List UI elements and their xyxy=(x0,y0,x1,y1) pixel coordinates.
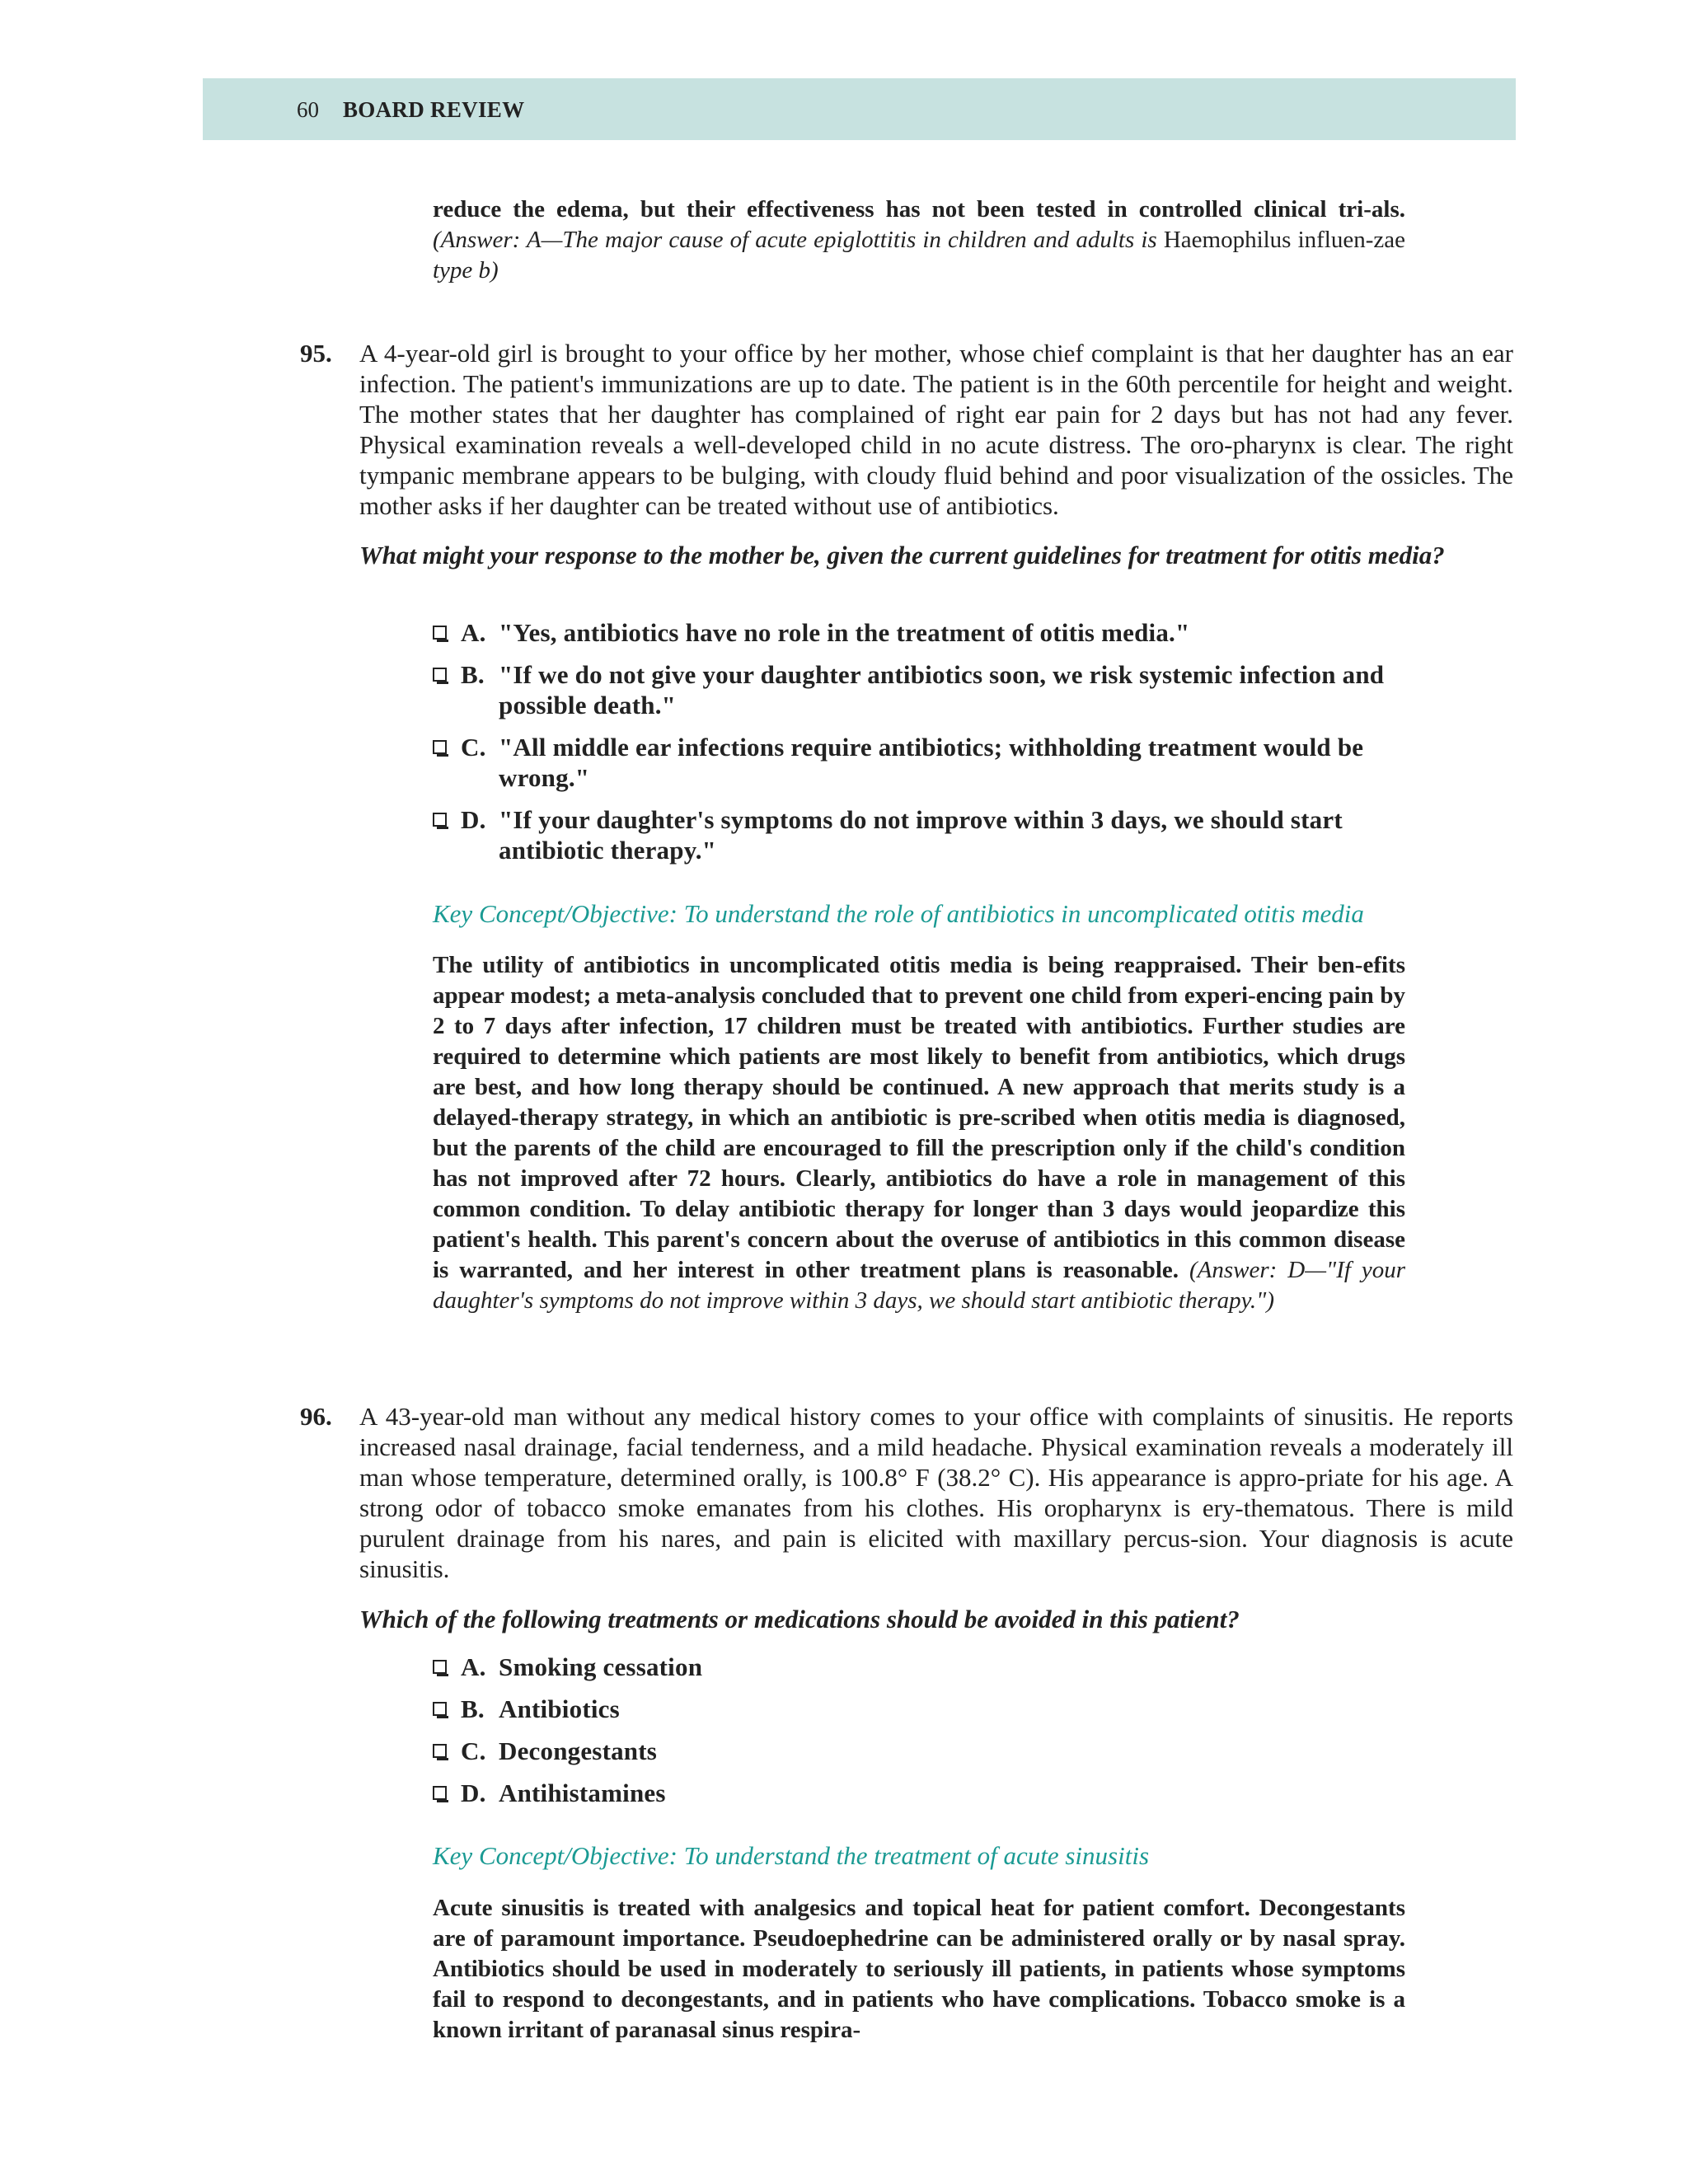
option-text: Antihistamines xyxy=(499,1779,666,1807)
explanation-text: The utility of antibiotics in uncomplicated otitis media is being reappraised. Their ben-efits appear modest; a meta-analysis concluded that to prevent one child from experi-encing pain by 2 to 7 days after infection, 17 children must be treated with antibiotics. Further studies are required to determine which patients are most likely to benefit from antibiotics, which drugs are best, and how long therapy should be continued. A new approach that merits study is a delayed-therapy strategy, in which an antibiotic is pre-scribed when otitis media is diagnosed, but the parents of the child are encouraged to fill the prescription only if the child's condition has not improved after 72 hours. Clearly, antibiotics do have a role in management of this common condition. To delay antibiotic therapy for longer than 3 days would jeopardize this patient's health. This parent's concern about the overuse of antibiotics in this common disease is warranted, and her interest in other treatment plans is reasonable. xyxy=(433,952,1405,1283)
option-text: Antibiotics xyxy=(499,1694,620,1723)
answer-option-c[interactable] xyxy=(431,732,1420,793)
option-letter: D. xyxy=(461,805,486,834)
explanation xyxy=(433,1893,1405,2046)
option-letter: D. xyxy=(461,1779,486,1807)
previous-answer-carryover xyxy=(433,194,1405,286)
checkbox-icon[interactable] xyxy=(433,813,447,827)
option-text: "If we do not give your daughter antibiotics soon, we risk systemic infection and possible death." xyxy=(499,660,1385,719)
checkbox-icon[interactable] xyxy=(433,740,447,754)
question-stem: A 4-year-old girl is brought to your office by her mother, whose chief complaint is that her daughter has an ear infection. The patient's immunizations are up to date. The patient is in the 60th percentile for height and weight. The mother states that her daughter has complained of right ear pain for 2 days but has not had any fever. Physical examination reveals a well-developed child in no acute distress. The oro-pharynx is clear. The right tympanic membrane appears to be bulging, with cloudy fluid behind and poor visualization of the ossicles. The mother asks if her daughter can be treated without use of antibiotics. xyxy=(359,339,1513,520)
carryover-answer-end: type b) xyxy=(433,257,499,284)
answer-options xyxy=(431,1652,1420,1820)
option-text: "Yes, antibiotics have no role in the treatment of otitis media." xyxy=(499,618,1190,647)
answer-option-d[interactable] xyxy=(431,1778,1420,1808)
question-prompt: Which of the following treatments or medications should be avoided in this patient? xyxy=(359,1605,1240,1633)
option-text: "If your daughter's symptoms do not improve within 3 days, we should start antibiotic therapy." xyxy=(499,805,1343,865)
key-concept: Key Concept/Objective: To understand the treatment of acute sinusitis xyxy=(433,1841,1150,1870)
carryover-answer-organism: Haemophilus influen-zae xyxy=(1163,227,1406,253)
question-number: 95. xyxy=(300,339,332,368)
option-letter: C. xyxy=(461,1736,486,1765)
key-concept: Key Concept/Objective: To understand the role of antibiotics in uncomplicated otitis media xyxy=(433,899,1364,928)
checkbox-icon[interactable] xyxy=(433,668,447,682)
carryover-answer-intro: (Answer: A—The major cause of acute epiglottitis in children and adults is xyxy=(433,227,1157,253)
option-text: Decongestants xyxy=(499,1736,658,1765)
explanation-text: Acute sinusitis is treated with analgesics and topical heat for patient comfort. Decongestants are of paramount importance. Pseudoephedrine can be administered orally or by nasal spray. Antibiotics should be used in moderately to seriously ill patients, in patients whose symptoms fail to respond to decongestants, and in patients who have complications. Tobacco smoke is a known irritant of paranasal sinus respira- xyxy=(433,1895,1405,2043)
option-letter: B. xyxy=(461,660,485,689)
page-number: 60 xyxy=(297,97,319,122)
answer-statement: (Answer: D—"If your daughter's symptoms do not improve within 3 days, we should start antibiotic therapy.") xyxy=(433,1257,1406,1314)
answer-option-a[interactable] xyxy=(431,1652,1420,1682)
option-text: Smoking cessation xyxy=(499,1652,703,1681)
carryover-text: reduce the edema, but their effectiveness has not been tested in controlled clinical tri-als. xyxy=(433,196,1405,223)
option-letter: C. xyxy=(461,733,486,762)
checkbox-icon[interactable] xyxy=(433,1744,447,1758)
option-text: "All middle ear infections require antibiotics; withholding treatment would be wrong." xyxy=(499,733,1364,792)
question-stem: A 43-year-old man without any medical history comes to your office with complaints of sinusitis. He reports increased nasal drainage, facial tenderness, and a mild headache. Physical examination reveals a moderately ill man whose temperature, determined orally, is 100.8° F (38.2° C). His appearance is appro-priate for his age. A strong odor of tobacco smoke emanates from his clothes. His oropharynx is ery-thematous. There is mild purulent drainage from his nares, and pain is elicited with maxillary percus-sion. Your diagnosis is acute sinusitis. xyxy=(359,1402,1513,1583)
answer-option-b[interactable] xyxy=(431,1694,1420,1724)
question-number: 96. xyxy=(300,1402,332,1431)
option-letter: B. xyxy=(461,1694,485,1723)
answer-option-d[interactable] xyxy=(431,804,1420,865)
answer-option-b[interactable] xyxy=(431,659,1420,720)
option-letter: A. xyxy=(461,1652,486,1681)
answer-option-a[interactable] xyxy=(431,617,1420,648)
explanation xyxy=(433,950,1405,1316)
answer-options xyxy=(431,617,1420,877)
checkbox-icon[interactable] xyxy=(433,1702,447,1716)
answer-option-c[interactable] xyxy=(431,1736,1420,1766)
checkbox-icon[interactable] xyxy=(433,1660,447,1674)
running-header xyxy=(203,78,1516,140)
running-title: BOARD REVIEW xyxy=(343,97,525,122)
checkbox-icon[interactable] xyxy=(433,1786,447,1800)
option-letter: A. xyxy=(461,618,486,647)
question-prompt: What might your response to the mother be, given the current guidelines for treatment for otitis media? xyxy=(359,541,1445,569)
checkbox-icon[interactable] xyxy=(433,626,447,640)
